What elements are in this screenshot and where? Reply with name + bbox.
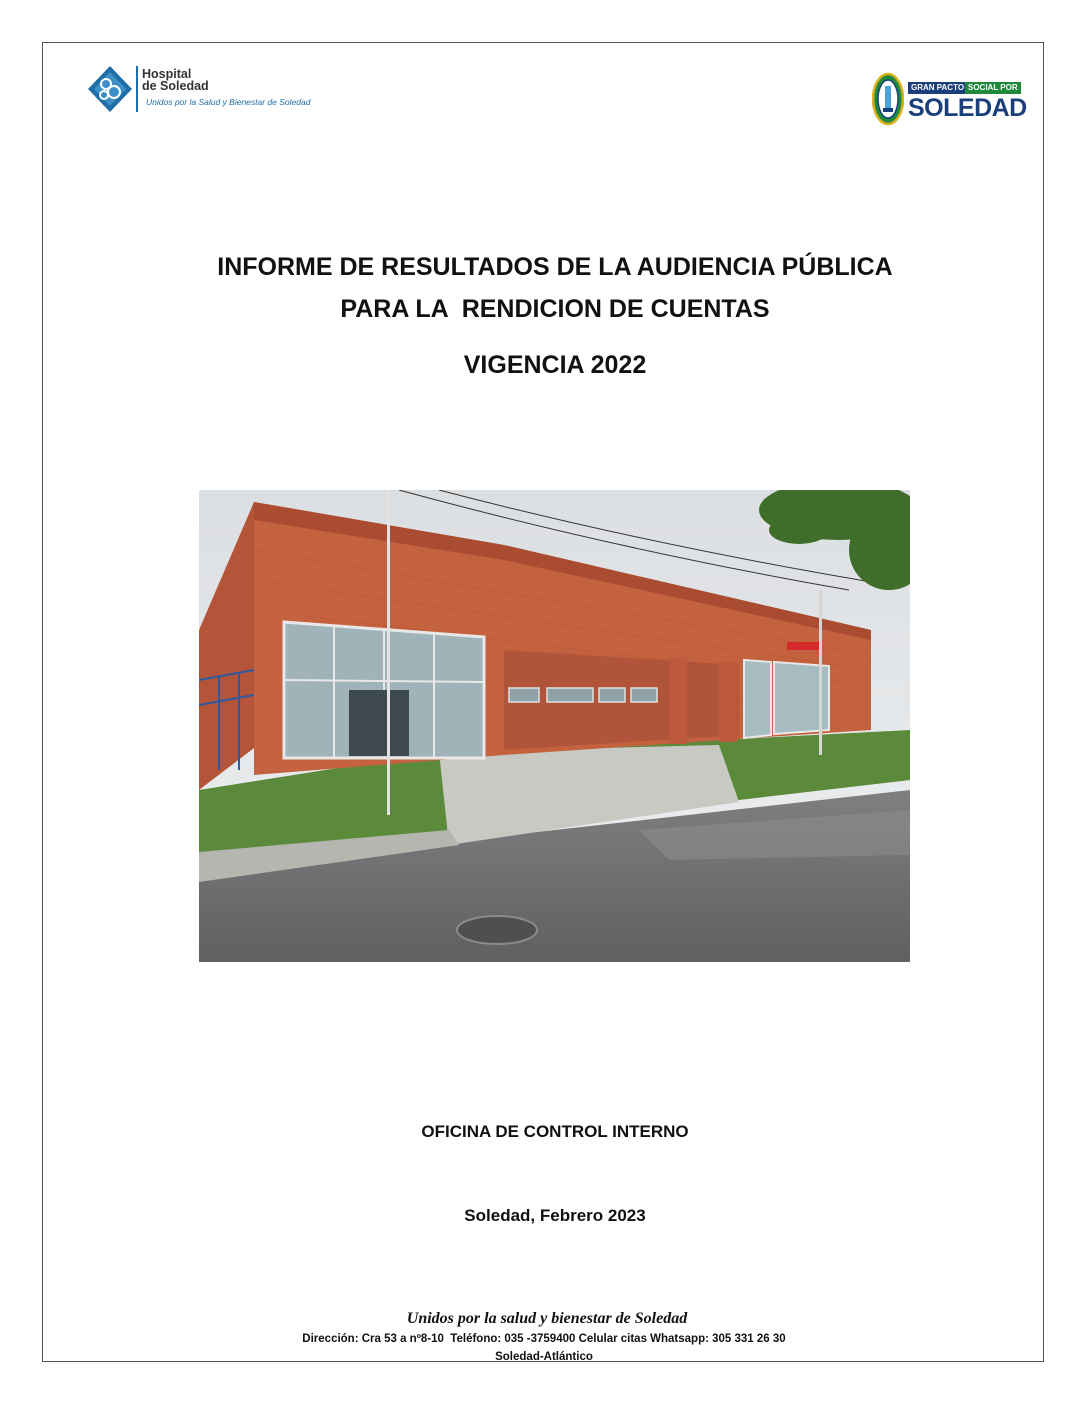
report-title-line2: PARA LA RENDICION DE CUENTAS [340, 295, 770, 323]
municipal-seal-icon [872, 72, 904, 126]
hospital-name-line1: Hospital [142, 67, 192, 81]
footer-slogan: Unidos por la salud y bienestar de Soledad [406, 1310, 688, 1327]
office-name: OFICINA DE CONTROL INTERNO [421, 1122, 689, 1141]
hospital-emblem-icon [86, 64, 134, 114]
report-title-line1: INFORME DE RESULTADOS DE LA AUDIENCIA PÚBLICA [217, 253, 893, 281]
hospital-logo [86, 64, 346, 116]
municipality-tag-left: GRAN PACTO [908, 82, 967, 94]
hospital-name [142, 68, 262, 92]
footer-address: Dirección: Cra 53 a nº8-10 Teléfono: 035 -3759400 Celular citas Whatsapp: 305 331 26 30 [302, 1333, 786, 1345]
report-title-year: VIGENCIA 2022 [463, 351, 647, 379]
report-date: Soledad, Febrero 2023 [464, 1206, 646, 1225]
municipality-wordmark: SOLEDAD [908, 94, 1027, 122]
municipality-logo [872, 72, 1027, 126]
footer-city: Soledad-Atlántico [495, 1351, 593, 1363]
hospital-name-line2: de Soledad [142, 79, 209, 93]
municipality-tag-right: SOCIAL POR [965, 82, 1021, 94]
hospital-slogan: Unidos por la Salud y Bienestar de Soledad [146, 97, 311, 107]
logo-divider [136, 66, 138, 112]
hospital-building-photo [199, 490, 910, 962]
